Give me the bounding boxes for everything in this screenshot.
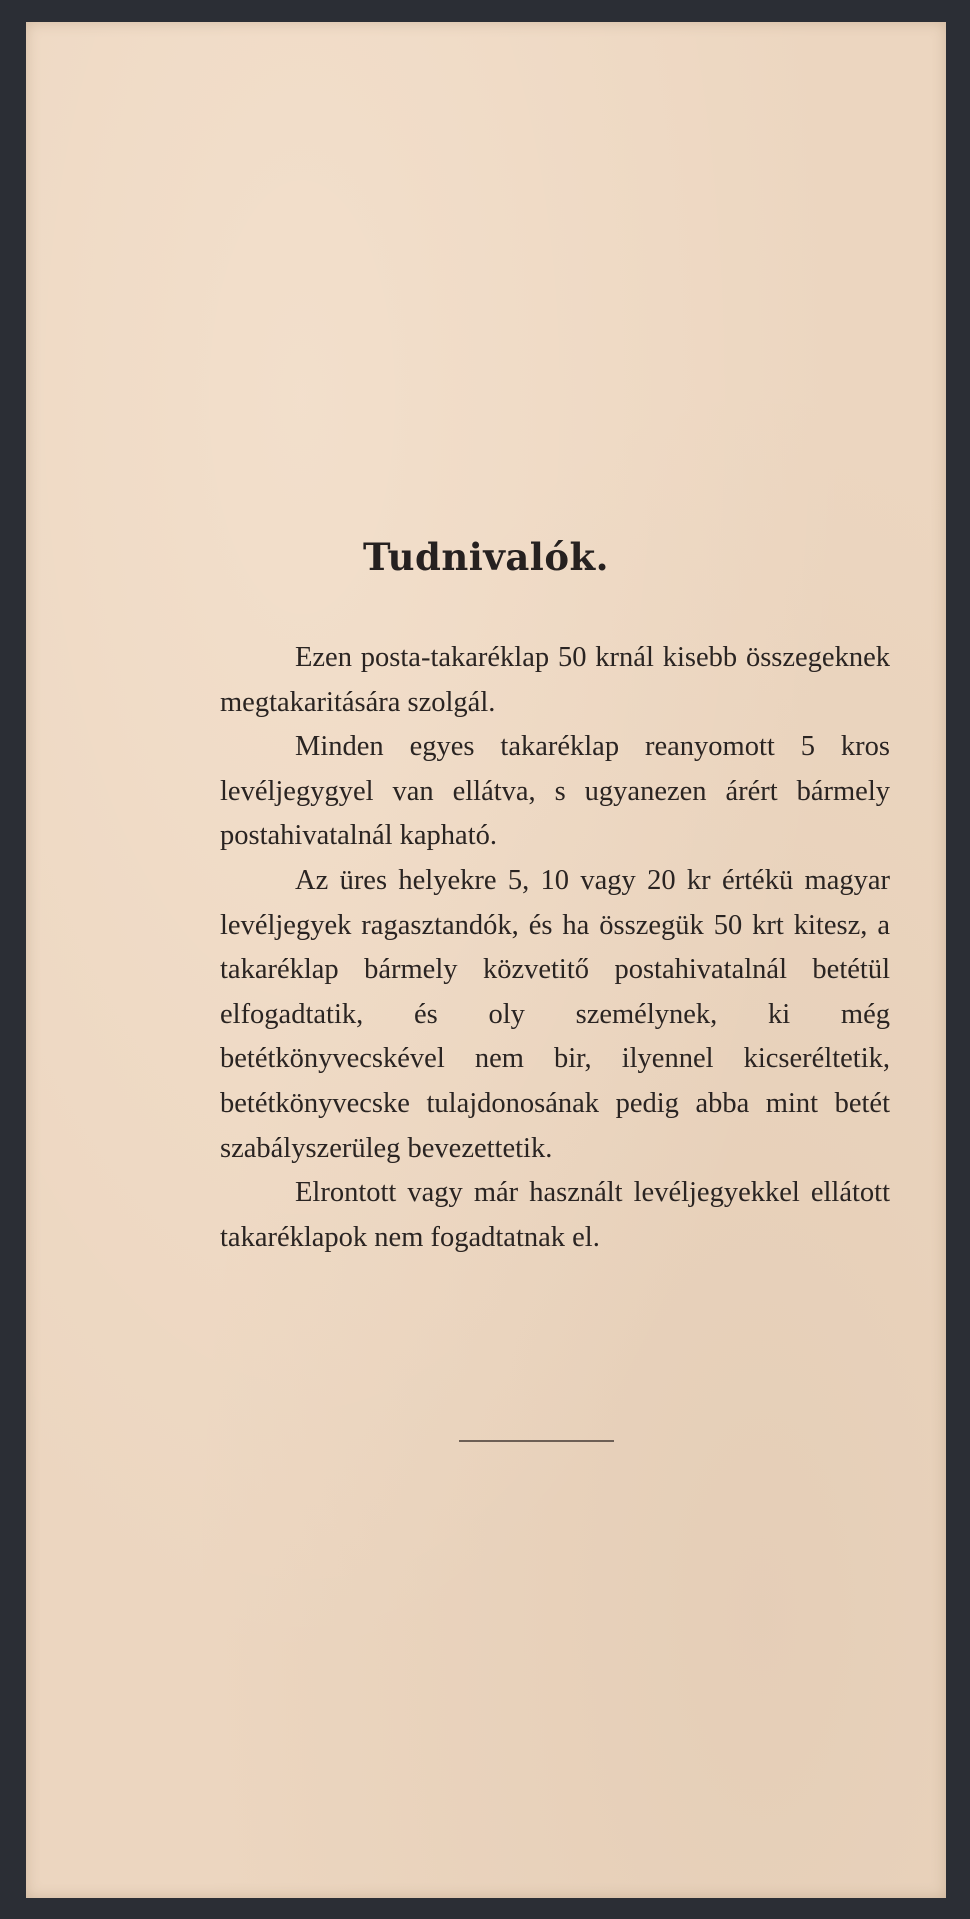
savings-card-back (26, 22, 946, 1898)
paragraph-purpose: Ezen posta-takaréklap 50 krnál kisebb összegeknek megtakaritására szolgál. (220, 642, 890, 718)
paragraph-stamp-price: Minden egyes takaréklap reanyomott 5 kros levéljegygyel van ellátva, s ugyanezen árért bármely postahivatalnál kapható. (220, 731, 890, 852)
paragraph-stamp-rules: Az üres helyekre 5, 10 vagy 20 kr értékü magyar levéljegyek ragasztandók, és ha összegük 50 krt kitesz, a takaréklap bármely közvetitő postahivatalnál betétül elfogadtatik, és oly személynek, ki még betétkönyvecskével nem bir, ilyennel kicseréltetik, betétkönyvecske tulajdonosának pedig abba mint betét szabályszerüleg bevezettetik. (220, 864, 890, 1164)
instructions-text (220, 636, 890, 1260)
document-title: Tudnivalók. (362, 535, 610, 579)
closing-divider (459, 1440, 614, 1442)
paragraph-invalid-cards: Elrontott vagy már használt levéljegyekkel ellátott takaréklapok nem fogadtatnak el. (220, 1177, 890, 1253)
